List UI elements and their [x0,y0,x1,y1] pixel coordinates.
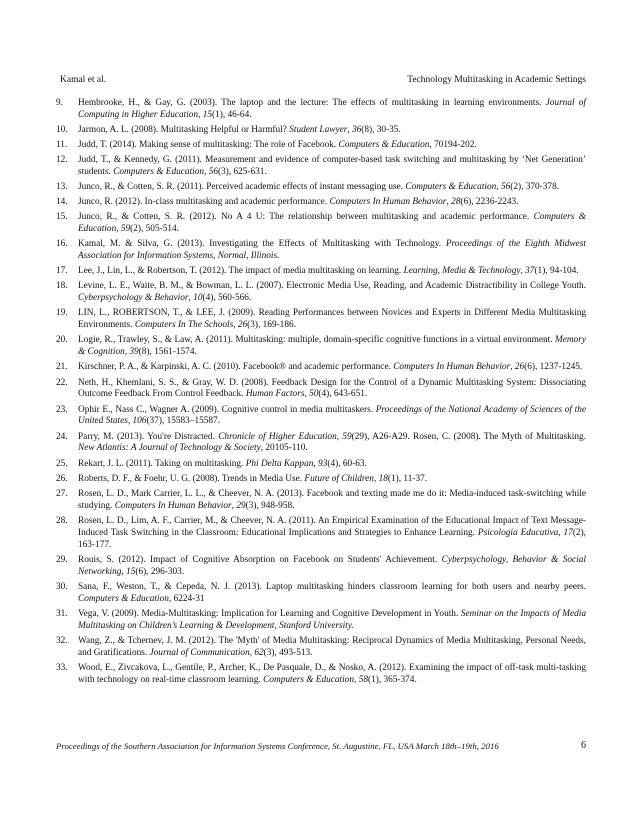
reference-item [56,636,586,660]
reference-text: (2), 163-177. [78,527,586,550]
reference-italic-text: Computers & Education [78,212,586,235]
reference-text: Junco, R. (2012). In-class multitasking and academic performance. [78,197,330,208]
reference-text: (3), 948-958. [245,500,295,511]
reference-item [56,212,586,236]
footer-proceedings: Proceedings of the Southern Association for Information Systems Conference, St. Augustine, FL, USA March 18th–19th, 2016 [56,741,499,751]
reference-text: Sana, F., Weston, T., & Cepeda, N. J. (2013). Laptop multitasking hinders classroom learning for both users and nearby peers. [78,581,586,592]
reference-italic-text: Human Factors [245,389,305,400]
reference-text: , [520,266,526,277]
reference-italic-text: 26 [514,362,525,373]
reference-item [56,663,586,687]
page-header [56,75,586,87]
reference-number: 10. [56,125,68,135]
reference-number: 28. [56,515,68,526]
reference-number: 19. [56,308,68,319]
reference-text: Kamal, M. & Silva, G. (2013). Investigating the Effects of Multitasking with Technology. [78,239,446,250]
reference-number: 16. [56,239,68,250]
reference-text: , 20105-110. [260,443,308,454]
reference-number: 14. [56,197,68,208]
reference-italic-text: 59 [120,224,131,235]
reference-italic-text: Computers & Education [338,140,430,151]
reference-item [56,582,586,606]
reference-item [56,125,586,137]
reference-text: (1), 11-37. [387,473,428,484]
reference-text: (8), 1561-1574. [138,347,197,358]
reference-number: 21. [56,362,68,373]
reference-italic-text: Learning, Media & Technology [403,266,521,277]
reference-italic-text: 37 [525,266,535,277]
reference-italic-text: 93 [318,458,328,469]
reference-item [56,155,586,179]
reference-number: 13. [56,182,68,193]
reference-number: 17. [56,266,68,277]
reference-italic-text: 56 [208,167,218,178]
reference-italic-text: Computers In The Schools [134,320,234,331]
reference-number: 29. [56,554,68,565]
reference-number: 33. [56,662,68,673]
reference-italic-text: Journal of Communication [149,647,250,658]
reference-text: (6), 296-303. [135,566,185,577]
reference-item [56,182,586,194]
reference-italic-text: 15 [126,566,136,577]
reference-italic-text: 50 [309,389,319,400]
reference-italic-text: Cyberpsychology, Behavior & Social Networking [78,554,586,577]
reference-text: LIN, L., ROBERTSON, T., & LEE, J. (2009). Reading Performances between Novices and Experts in Different Media Multitasking Environments. [78,308,586,331]
reference-text: Wood, E., Zivcakova, L., Gentile, P., Archer, K., De Pasquale, D., & Nosko, A. (2012). Examining the impact of off-task multi-tasking with technology on real-time classroom learning. [78,662,586,685]
reference-number: 18. [56,281,68,292]
reference-italic-text: Psicologia Educativa [477,527,559,538]
reference-text: , [558,527,564,538]
reference-text: Rosen, L. D., Mark Carrier, L. L., & Cheever, N. A. (2013). Facebook and texting made me do it: Media-induced task-switching while studying. [78,488,586,511]
reference-italic-text: Computers In Human Behavior [393,362,511,373]
reference-text: , 70194-202. [429,140,477,151]
reference-text: , [446,197,452,208]
reference-item [56,239,586,263]
reference-italic-text: 29 [236,500,246,511]
reference-text: , [336,431,343,442]
reference-italic-text: Computers In Human Behavior [114,500,232,511]
reference-italic-text: Computers In Human Behavior [329,197,447,208]
reference-number: 11. [56,140,68,151]
reference-text: Kirschner, P. A., & Karpinski, A. C. (2010). Facebook® and academic performance. [78,362,394,373]
reference-text: (2), 370-378. [510,182,560,193]
reference-italic-text: Proceedings of the Eighth Midwest Association for Information Systems, Normal, Illinois. [78,239,586,262]
reference-italic-text: New Atlantis: A Journal of Technology & Society [78,443,261,454]
reference-item [56,308,586,332]
reference-number: 32. [56,635,68,646]
reference-text: (3), 493-513. [263,647,313,658]
reference-number: 30. [56,581,68,592]
reference-item [56,266,586,278]
reference-text: (8), 30-35. [361,125,401,135]
reference-italic-text: 62 [254,647,264,658]
reference-text: (1), 365-374. [367,674,417,685]
reference-italic-text: 18 [378,473,388,484]
reference-text: Ophir E., Nass C., Wagner A. (2009). Cognitive control in media multitaskers. [78,404,376,415]
reference-number: 23. [56,404,68,415]
reference-number: 26. [56,473,68,484]
reference-text: , [116,224,121,235]
reference-italic-text: 59 [342,431,352,442]
reference-text: Rekart, J. L. (2011). Taking on multitasking. [78,458,246,469]
reference-number: 20. [56,335,68,346]
reference-text: , [204,167,209,178]
reference-text: Rouis, S. (2012). Impact of Cognitive Absorption on Facebook on Students' Achievement. [78,554,442,565]
reference-italic-text: Computers & Education [113,167,205,178]
reference-text: (4), 60-63. [327,458,367,469]
reference-text: (6), 2236-2243. [460,197,519,208]
reference-italic-text: Computers & Education [78,593,169,604]
reference-text: , [233,320,238,331]
reference-text: Logie, R., Trawley, S., & Law, A. (2011). Multitasking: multiple, domain-specific cognitive functions in a virtual environment. [78,335,556,346]
reference-item [56,474,586,486]
reference-number: 9. [56,98,63,108]
reference-text: (37), 15583–15587. [146,416,221,427]
reference-item [56,405,586,429]
reference-text: , [231,500,237,511]
reference-text: Parry, M. (2013). You're Distracted. [78,431,219,442]
reference-text: Neth, H., Khemlani, S. S., & Gray, W. D. (2008). Feedback Design for the Control of a Dynamic Multitasking System: Dissociating Outcome Feedback From Control Feedback. [78,377,586,400]
reference-text: Lee, J., Lin, L., & Robertson, T. (2012). The impact of media multitasking on learning. [78,266,404,277]
reference-text: , [510,362,515,373]
reference-item [56,555,586,579]
reference-number: 15. [56,212,68,223]
reference-text: (4), 643-651. [318,389,368,400]
reference-italic-text: Computers & Education [263,674,355,685]
reference-text: Levine, L. E., Waite, B. M., & Bowman, L. L. (2007). Electronic Media Use, Reading, and Academic Distractibility in College Youth. [78,281,586,292]
reference-list [56,98,586,690]
reference-italic-text: Chronicle of Higher Education [218,431,337,442]
reference-text: , [121,566,127,577]
reference-text: , [124,347,130,358]
reference-item [56,335,586,359]
reference-text: Wang, Z., & Tchernev, J. M. (2012). The 'Myth' of Media Multitasking: Reciprocal Dynamics of Media Multitasking, Personal Needs, and Gratifications. [78,635,586,658]
reference-item [56,609,586,633]
reference-item [56,98,586,122]
reference-text: , [313,458,319,469]
header-author: Kamal et al. [60,75,107,85]
page-footer [56,741,586,751]
reference-text: , [188,293,194,304]
header-title: Technology Multitasking in Academic Settings [407,75,586,85]
reference-text: (3), 169-186. [247,320,296,331]
reference-item [56,432,586,456]
reference-text: (3), 625-631. [217,167,267,178]
reference-italic-text: 15 [202,109,213,120]
reference-item [56,281,586,305]
reference-text: , [373,473,379,484]
reference-text: , [354,674,359,685]
reference-italic-text: 36 [351,125,362,135]
reference-number: 31. [56,608,68,619]
reference-text: Junco, R., & Cotten, S. R. (2012). No A 4 U: The relationship between multitasking and academic performance. [78,212,534,223]
reference-italic-text: Phi Delta Kappan [245,458,314,469]
reference-italic-text: Cyberpsychology & Behavior [78,293,189,304]
reference-text: , 6224-31 [168,593,205,604]
reference-item [56,140,586,152]
reference-text: , [304,389,310,400]
reference-text: Hembrooke, H., & Gay, G. (2003). The laptop and the lecture: The effects of multitasking in learning environments. [78,98,546,108]
reference-italic-text: Journal of Computing in Higher Education [78,98,586,120]
reference-item [56,378,586,402]
reference-italic-text: Future of Children [304,473,374,484]
reference-text: (6), 1237-1245. [524,362,583,373]
reference-italic-text: 58 [358,674,368,685]
reference-text: , [198,109,203,120]
reference-number: 27. [56,488,68,499]
reference-text: Jarmon, A. L. (2008). Multitasking Helpful or Harmful? [78,125,290,135]
reference-italic-text: 10 [193,293,203,304]
reference-item [56,197,586,209]
reference-text: , [496,182,501,193]
reference-number: 22. [56,377,68,388]
page-number: 6 [581,740,586,751]
reference-italic-text: Computers & Education [405,182,497,193]
reference-italic-text: Memory & Cognition [78,335,586,358]
reference-italic-text: Proceedings of the National Academy of Sciences of the United States, 106 [78,404,586,427]
reference-text: Junco, R., & Cotten, S. R. (2011). Perceived academic effects of instant messaging use. [78,182,406,193]
reference-italic-text: 26 [237,320,248,331]
reference-text: (4), 560-566. [202,293,252,304]
reference-italic-text: Seminar on the Impacts of Media Multitasking on Children’s Learning & Development, Stanford University. [78,608,586,631]
reference-text: Judd, T., & Kennedy, G. (2011). Measurement and evidence of computer-based task switching and multitasking by ‘Net Generation’ students. [78,155,586,178]
reference-text: (29), A26-A29. Rosen, C. (2008). The Myth of Multitasking. [351,431,586,442]
reference-item [56,489,586,513]
reference-italic-text: 56 [500,182,511,193]
reference-item [56,362,586,374]
reference-text: Rosen, L. D., Lim, A. F., Carrier, M., & Cheever, N. A. (2011). An Empirical Examination of the Educational Impact of Text Message-Induced Task Switching in the Classroom: Educational Implications and Strategies to Enhance Learning. [78,515,586,538]
reference-item [56,459,586,471]
reference-number: 24. [56,431,68,442]
reference-number: 12. [56,155,68,166]
reference-text: (1), 94-104. [534,266,579,277]
reference-text: Roberts, D. F., & Foehr, U. G. (2008). Trends in Media Use. [78,473,305,484]
reference-italic-text: 17 [563,527,573,538]
reference-item [56,516,586,552]
reference-text: , [347,125,352,135]
reference-italic-text: 39 [129,347,139,358]
reference-text: (2), 505-514. [130,224,179,235]
reference-text: Vega, V. (2009). Media-Multitasking: Implication for Learning and Cognitive Development in Youth. [78,608,461,619]
reference-text: , [249,647,255,658]
reference-number: 25. [56,458,68,469]
reference-text: (1), 46-64. [212,109,252,120]
reference-italic-text: Student Lawyer [289,125,348,135]
reference-italic-text: 28 [451,197,461,208]
reference-text: Judd, T. (2014). Making sense of multitasking: The role of Facebook. [78,140,339,151]
